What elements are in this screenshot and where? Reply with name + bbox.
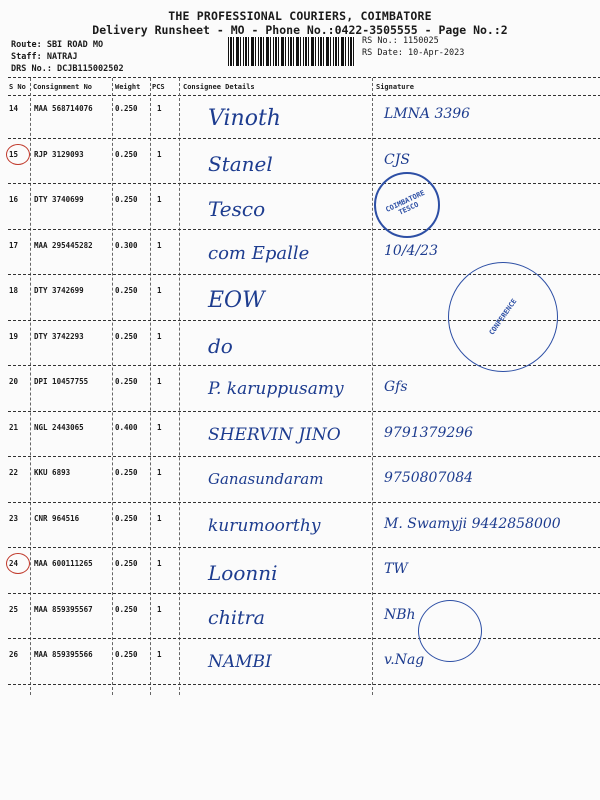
consignment-number: MAA 568714076 [34, 104, 93, 113]
row-separator [8, 229, 600, 230]
consignee-handwriting: Stanel [208, 151, 273, 176]
row-serial-number: 24 [9, 559, 19, 568]
weight-value: 0.250 [115, 195, 138, 204]
pieces-count: 1 [157, 286, 162, 295]
conference-stamp [448, 262, 558, 372]
signature-handwriting: M. Swamyji 9442858000 [384, 515, 561, 532]
consignment-number: DTY 3742699 [34, 286, 84, 295]
pieces-count: 1 [157, 422, 162, 432]
header-rule [8, 95, 600, 96]
row-serial-number: 18 [9, 286, 19, 295]
consignee-handwriting: Vinoth [208, 106, 281, 131]
weight-value: 0.250 [115, 513, 138, 523]
column-divider [372, 78, 373, 695]
column-divider [150, 78, 151, 695]
consignee-handwriting: com Epalle [208, 242, 310, 264]
pieces-count: 1 [157, 513, 162, 523]
row-separator [8, 684, 600, 685]
column-divider [112, 78, 113, 695]
row-separator [8, 456, 600, 457]
consignment-number: DTY 3742293 [34, 331, 84, 341]
row-serial-number: 16 [9, 195, 19, 204]
staff-label: Staff: NATRAJ [11, 52, 78, 62]
signature-handwriting: NBh [384, 606, 416, 623]
column-divider [30, 78, 31, 695]
pieces-count: 1 [157, 468, 162, 477]
pieces-count: 1 [157, 149, 162, 159]
rs-date: RS Date: 10-Apr-2023 [362, 48, 465, 58]
row-serial-number: 20 [9, 377, 19, 386]
document-title: THE PROFESSIONAL COURIERS, COIMBATORE [168, 9, 432, 23]
consignment-number: DTY 3740699 [34, 195, 84, 204]
column-header-pcs: PCS [152, 83, 165, 91]
row-serial-number: 17 [9, 240, 19, 250]
barcode [228, 37, 356, 66]
column-divider [179, 78, 180, 695]
weight-value: 0.250 [115, 559, 138, 568]
row-separator [8, 183, 600, 184]
consignee-handwriting: EOW [208, 288, 265, 313]
row-serial-number: 21 [9, 422, 19, 432]
rs-number: RS No.: 1150025 [362, 36, 439, 46]
row-serial-number: 14 [9, 104, 19, 113]
pieces-count: 1 [157, 240, 162, 250]
row-serial-number: 26 [9, 650, 19, 659]
signature-handwriting: 10/4/23 [384, 242, 438, 259]
pieces-count: 1 [157, 195, 162, 204]
row-separator [8, 547, 600, 548]
column-header-signature: Signature [376, 83, 414, 91]
row-separator [8, 638, 600, 639]
consignee-handwriting: Tesco [208, 197, 266, 221]
consignment-number: MAA 859395566 [34, 650, 93, 659]
consignment-number: MAA 295445282 [34, 240, 93, 250]
pieces-count: 1 [157, 104, 162, 113]
pieces-count: 1 [157, 559, 162, 568]
weight-value: 0.250 [115, 377, 138, 386]
consignee-handwriting: SHERVIN JINO [208, 424, 341, 445]
consignment-number: CNR 964516 [34, 513, 80, 523]
column-header-consignee: Consignee Details [183, 83, 255, 91]
row-separator [8, 502, 600, 503]
weight-value: 0.250 [115, 286, 138, 295]
row-serial-number: 23 [9, 513, 19, 523]
weight-value: 0.250 [115, 604, 138, 614]
pieces-count: 1 [157, 377, 162, 386]
weight-value: 0.250 [115, 104, 138, 113]
drs-number: DRS No.: DCJB115002502 [11, 64, 124, 74]
row-serial-number: 22 [9, 468, 19, 477]
consignment-number: NGL 2443065 [34, 422, 84, 432]
row-separator [8, 411, 600, 412]
round-stamp [418, 600, 482, 662]
consignment-number: MAA 600111265 [34, 559, 93, 568]
red-circle-mark [6, 144, 30, 165]
weight-value: 0.300 [115, 240, 138, 250]
consignment-number: RJP 3129093 [34, 149, 84, 159]
row-serial-number: 25 [9, 604, 19, 614]
row-separator [8, 138, 600, 139]
pieces-count: 1 [157, 650, 162, 659]
tesco-stamp [374, 172, 440, 238]
signature-handwriting: TW [384, 561, 408, 577]
signature-handwriting: 9791379296 [384, 424, 474, 441]
consignment-number: MAA 859395567 [34, 604, 93, 614]
column-header-consignment: Consignment No [33, 83, 93, 91]
table-top-rule [8, 77, 600, 78]
signature-handwriting: 9750807084 [384, 470, 474, 486]
weight-value: 0.400 [115, 422, 138, 432]
weight-value: 0.250 [115, 468, 138, 477]
red-circle-mark [6, 553, 30, 574]
pieces-count: 1 [157, 331, 162, 341]
signature-handwriting: LMNA 3396 [384, 106, 471, 122]
consignee-handwriting: P. karuppusamy [208, 379, 344, 399]
signature-handwriting: v.Nag [384, 652, 425, 668]
consignee-handwriting: NAMBI [208, 652, 272, 672]
route-label: Route: SBI ROAD MO [11, 40, 104, 50]
consignee-handwriting: Ganasundaram [208, 470, 324, 488]
consignment-number: KKU 6893 [34, 468, 71, 477]
column-header-weight: Weight [115, 83, 141, 91]
pieces-count: 1 [157, 604, 162, 614]
document-subtitle: Delivery Runsheet - MO - Phone No.:0422-3505555 - Page No.:2 [92, 23, 508, 37]
consignee-handwriting: do [208, 333, 233, 358]
stamp-text: COIMBATORE TESCO [384, 188, 427, 217]
weight-value: 0.250 [115, 650, 138, 659]
signature-handwriting: CJS [384, 151, 410, 168]
row-serial-number: 19 [9, 331, 19, 341]
weight-value: 0.250 [115, 149, 138, 159]
consignee-handwriting: kurumoorthy [208, 515, 321, 536]
weight-value: 0.250 [115, 331, 138, 341]
consignment-number: DPI 10457755 [34, 377, 89, 386]
column-header-sno: S No [9, 83, 26, 91]
row-separator [8, 593, 600, 594]
stamp-text: CONFERENCE [487, 297, 519, 337]
consignee-handwriting: Loonni [208, 561, 278, 585]
row-serial-number: 15 [9, 149, 19, 159]
signature-handwriting: Gfs [384, 379, 408, 395]
consignee-handwriting: chitra [208, 606, 265, 629]
